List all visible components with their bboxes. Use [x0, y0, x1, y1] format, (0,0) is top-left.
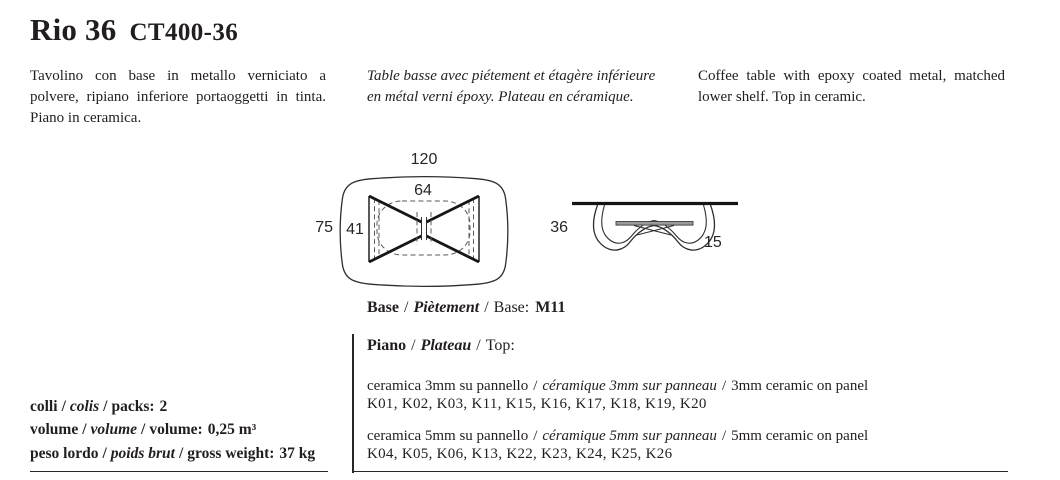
bottom-rule-left [30, 471, 328, 473]
finish-codes: K01, K02, K03, K11, K15, K16, K17, K18, K19, K20 [367, 396, 707, 412]
separator: / [484, 299, 489, 316]
top-heading-fr: Plateau [420, 337, 472, 354]
base-label-fr: Piètement [413, 299, 480, 316]
description-french: Table basse avec piétement et étagère inférieure en métal verni époxy. Plateau en céramique. [367, 68, 656, 105]
log-value: 2 [159, 398, 168, 415]
top-heading-en: Top: [485, 337, 515, 354]
leg-outer-profile [593, 205, 714, 250]
shelf-side [616, 222, 693, 226]
log-label-fr: volume [90, 421, 138, 439]
separator: / [533, 378, 538, 394]
separator: / [411, 337, 416, 354]
separator: / [61, 398, 66, 415]
base-finish-row [367, 299, 565, 317]
log-value: 0,25 m³ [207, 421, 257, 439]
logistics-row-weight [30, 442, 315, 465]
option-desc-it: ceramica 3mm su pannello [367, 378, 529, 394]
log-label-it: peso lordo [30, 444, 99, 462]
separator: / [103, 398, 108, 415]
log-label-fr: colis [69, 398, 100, 415]
log-label-en: volume: [149, 421, 203, 439]
option-desc-it: ceramica 5mm su pannello [367, 428, 529, 444]
log-label-it: volume [30, 421, 79, 439]
logistics-row-packs [30, 395, 315, 418]
top-view-drawing [315, 151, 508, 286]
base-label-en: Base: [493, 299, 530, 316]
log-label-it: colli [30, 398, 58, 415]
option-desc-en: 3mm ceramic on panel [731, 378, 869, 394]
option-desc-en: 5mm ceramic on panel [731, 428, 869, 444]
description-english: Coffee table with epoxy coated metal, matched lower shelf. Top in ceramic. [698, 68, 1005, 105]
separator: / [533, 428, 538, 444]
dimension-total-depth: 75 [315, 219, 333, 236]
separator: / [721, 428, 727, 444]
top-heading-it: Piano [367, 337, 407, 354]
top-finish-heading [367, 337, 515, 355]
side-view-drawing [550, 204, 738, 252]
base-label-it: Base [367, 299, 399, 316]
technical-drawings [300, 145, 760, 295]
separator: / [141, 421, 146, 439]
finish-option-description [367, 427, 868, 445]
lower-shelf-outline [377, 201, 470, 255]
dimension-height: 36 [550, 219, 568, 236]
log-label-en: gross weight: [187, 444, 275, 462]
product-name: Rio 36 [30, 12, 117, 47]
base-leg-line [369, 196, 422, 222]
page-title [30, 12, 238, 48]
bottom-rule-right [352, 471, 1008, 473]
log-value: 37 kg [279, 444, 316, 462]
section-vertical-rule [352, 334, 354, 473]
logistics-block [30, 395, 315, 465]
logistics-row-volume [30, 418, 315, 441]
dimension-shelf-width: 64 [414, 182, 432, 199]
base-leg-line [427, 196, 480, 222]
product-code: CT400-36 [129, 19, 239, 46]
option-desc-fr: céramique 3mm sur panneau [542, 378, 717, 394]
log-label-fr: poids brut [110, 444, 175, 462]
separator: / [721, 378, 727, 394]
base-leg-line [427, 236, 480, 262]
finish-option-description [367, 377, 868, 395]
dimension-total-width: 120 [410, 151, 438, 168]
base-value: M11 [535, 299, 566, 316]
dimension-shelf-height: 15 [704, 234, 722, 251]
option-desc-fr: céramique 5mm sur panneau [542, 428, 717, 444]
separator: / [82, 421, 87, 439]
description-italian: Tavolino con base in metallo verniciato a polvere, ripiano inferiore portaoggetti in tinta. Piano in ceramica. [30, 68, 326, 126]
separator: / [102, 444, 107, 462]
dimension-shelf-depth: 41 [346, 221, 364, 238]
finish-option-5mm [367, 427, 868, 463]
base-leg-line [369, 236, 422, 262]
finish-option-3mm [367, 377, 868, 413]
separator: / [178, 444, 184, 462]
separator: / [476, 337, 481, 354]
separator: / [404, 299, 409, 316]
finish-codes: K04, K05, K06, K13, K22, K23, K24, K25, K26 [367, 446, 673, 462]
log-label-en: packs: [111, 398, 155, 415]
